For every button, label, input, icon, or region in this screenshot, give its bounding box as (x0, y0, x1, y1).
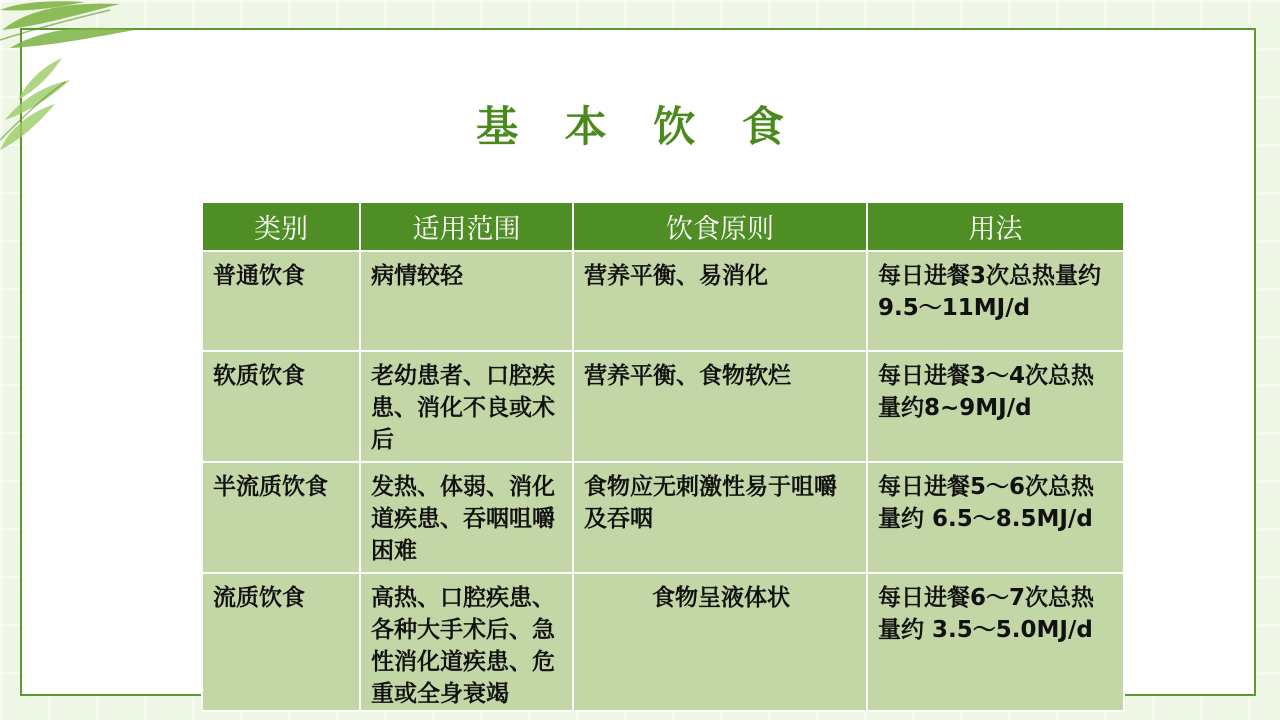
header-principle: 饮食原则 (573, 202, 867, 251)
cell-category: 软质饮食 (202, 351, 360, 462)
diet-table (201, 201, 1125, 712)
header-usage: 用法 (867, 202, 1124, 251)
cell-usage: 每日进餐5～6次总热量约 6.5～8.5MJ/d (867, 462, 1124, 573)
bamboo-leaves-icon (0, 0, 150, 160)
cell-principle: 营养平衡、易消化 (573, 251, 867, 351)
table-row (202, 351, 1124, 462)
cell-scope: 高热、口腔疾患、各种大手术后、急性消化道疾患、危重或全身衰竭 (360, 573, 573, 711)
cell-usage: 每日进餐3～4次总热量约8~9MJ/d (867, 351, 1124, 462)
header-scope: 适用范围 (360, 202, 573, 251)
table-row (202, 462, 1124, 573)
cell-scope: 发热、体弱、消化道疾患、吞咽咀嚼困难 (360, 462, 573, 573)
slide-frame (20, 28, 1256, 707)
cell-category: 半流质饮食 (202, 462, 360, 573)
cell-scope: 老幼患者、口腔疾患、消化不良或术后 (360, 351, 573, 462)
cell-category: 普通饮食 (202, 251, 360, 351)
table-row (202, 251, 1124, 351)
table-header-row (202, 202, 1124, 251)
cell-usage: 每日进餐6～7次总热量约 3.5～5.0MJ/d (867, 573, 1124, 711)
slide-title: 基 本 饮 食 (476, 102, 800, 151)
cell-usage: 每日进餐3次总热量约9.5～11MJ/d (867, 251, 1124, 351)
cell-principle: 食物呈液体状 (573, 573, 867, 711)
table-row (202, 573, 1124, 711)
cell-category: 流质饮食 (202, 573, 360, 711)
cell-principle: 食物应无刺激性易于咀嚼及吞咽 (573, 462, 867, 573)
cell-scope: 病情较轻 (360, 251, 573, 351)
cell-principle: 营养平衡、食物软烂 (573, 351, 867, 462)
header-category: 类别 (202, 202, 360, 251)
